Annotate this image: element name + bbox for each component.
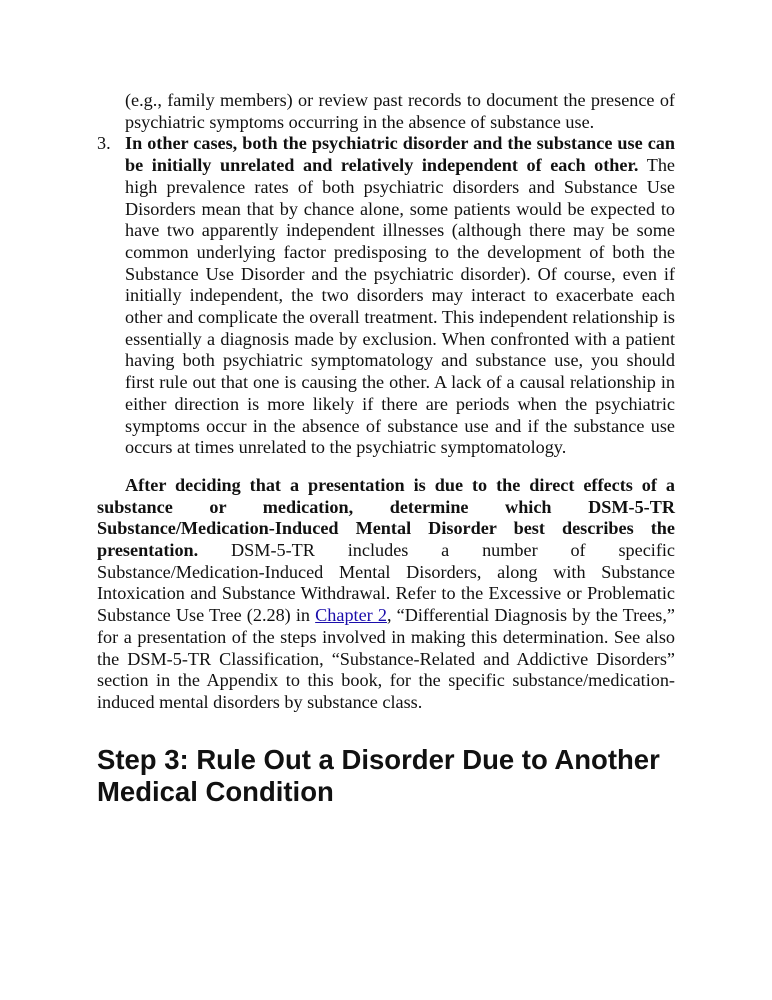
paragraph-text-before-link: DSM-5-TR includes a number of specific Substance/Medication-Induced Mental Disorders, along with Substance Intoxication and Substance Withdrawal. Refer to the Excessive or Problematic Substance Use Tree (2.28) in [97, 540, 675, 626]
section-heading: Step 3: Rule Out a Disorder Due to Another Medical Condition [97, 743, 660, 807]
document-page [97, 90, 675, 831]
list-item-number: 3. [97, 133, 111, 154]
paragraph-bold-lead: After deciding that a presentation is due to the direct effects of a substance or medication, determine which DSM-5-TR Substance/Medication-Induced Mental Disorder best describes the presentation. [97, 474, 675, 561]
list-item-bold-lead: In other cases, both the psychiatric disorder and the substance use can be initially unrelated and relatively independent of each other. [125, 133, 675, 176]
continuation-text: (e.g., family members) or review past records to document the presence of psychiatric symptoms occurring in the absence of substance use. [125, 90, 675, 132]
list-item-body: The high prevalence rates of both psychiatric disorders and Substance Use Disorders mean that by chance alone, some patients would be expected to have two apparently independent illnesses (although there may be some common underlying factor predisposing to the development of both the Substance Use Disorder and the psychiatric disorder). Of course, even if initially independent, the two disorders may interact to exacerbate each other and complicate the overall treatment. This independent relationship is essentially a diagnosis made by exclusion. When confronted with a patient having both psychiatric symptomatology and substance use, you should first rule out that one is causing the other. A lack of a causal relationship in either direction is more likely if there are periods when the psychiatric symptoms occur in the absence of substance use and if the substance use occurs at times unrelated to the psychiatric symptomatology. [125, 155, 675, 458]
chapter-2-link[interactable]: Chapter 2 [315, 605, 387, 626]
body-paragraph [97, 475, 675, 714]
paragraph-text-after-link: , “Differential Diagnosis by the Trees,” for a presentation of the steps involved in making this determination. See also the DSM-5-TR Classification, “Substance-Related and Addictive Disorders” section in the Appendix to this book, for the specific substance/medication-induced mental disorders by substance class. [97, 605, 675, 712]
list-item-3 [97, 133, 675, 459]
